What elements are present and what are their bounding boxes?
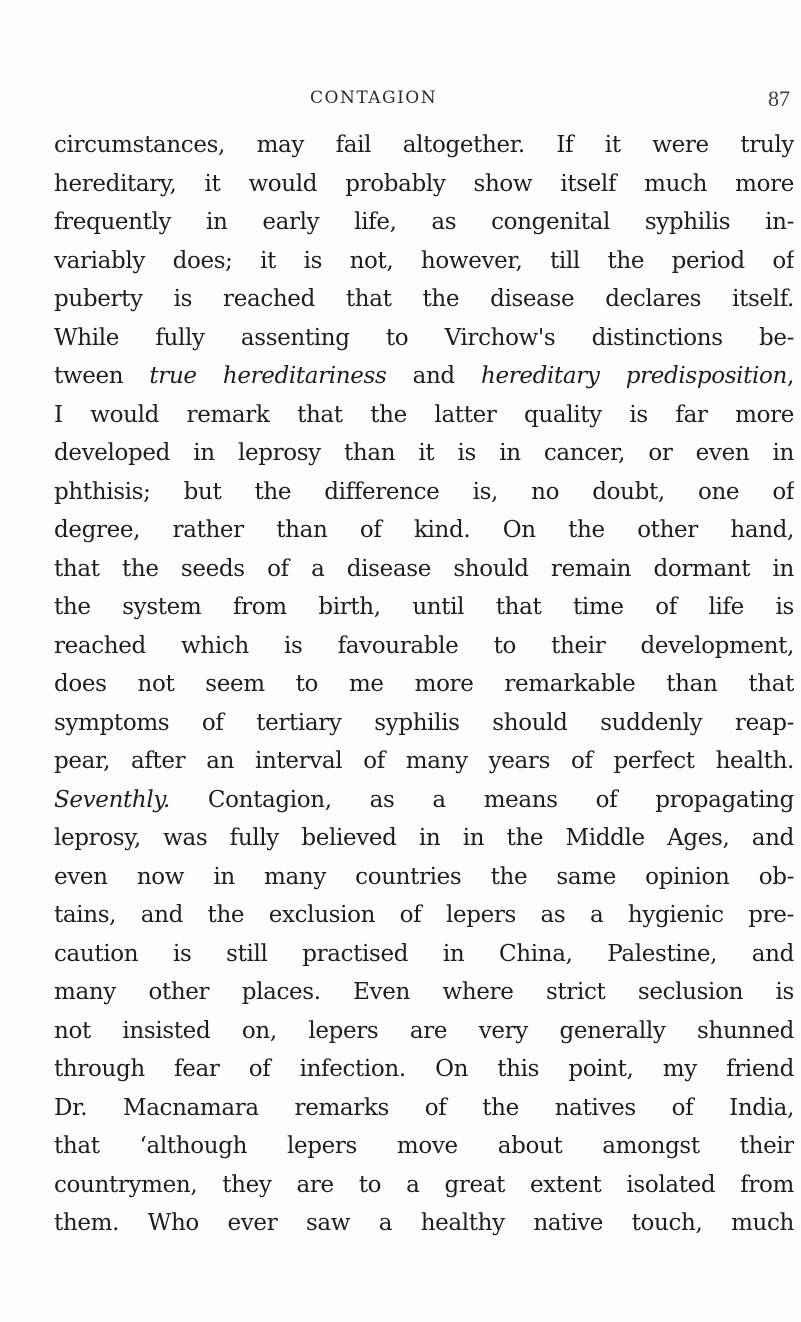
text-line: variably does; it is not, however, till the period of bbox=[54, 247, 794, 274]
text-line: hereditary, it would probably show itself much more bbox=[54, 170, 794, 197]
text-line: degree, rather than of kind. On the other hand, bbox=[54, 517, 794, 543]
text-line: tains, and the exclusion of lepers as a hygienic pre- bbox=[54, 902, 794, 928]
text-line: puberty is reached that the disease declares itself. bbox=[54, 286, 794, 312]
text-run: tween bbox=[54, 363, 150, 389]
text-run: and bbox=[386, 363, 481, 389]
italic-term: hereditary predisposition bbox=[480, 363, 788, 389]
text-line: phthisis; but the difference is, no doubt, one of bbox=[54, 478, 794, 505]
text-line: circumstances, may fail altogether. If it were truly bbox=[54, 132, 794, 158]
text-line: them. Who ever saw a healthy native touch, much bbox=[54, 1210, 794, 1236]
text-line: that ‘although lepers move about amongst their bbox=[54, 1133, 794, 1159]
text-line: While fully assenting to Virchow's distinctions be- bbox=[54, 324, 794, 351]
italic-term: true hereditariness bbox=[149, 363, 387, 389]
running-title: CONTAGION bbox=[310, 88, 438, 108]
text-run: Contagion, as a means of propagating bbox=[169, 786, 794, 813]
text-line: Dr. Macnamara remarks of the natives of India, bbox=[54, 1094, 794, 1121]
text-line: reached which is favourable to their development, bbox=[54, 632, 794, 659]
text-line: that the seeds of a disease should remain dormant in bbox=[54, 555, 794, 582]
text-line: does not seem to me more remarkable than that bbox=[54, 671, 794, 697]
text-line: leprosy, was fully believed in in the Middle Ages, and bbox=[54, 825, 794, 851]
text-line: many other places. Even where strict seclusion is bbox=[54, 979, 794, 1005]
text-line: even now in many countries the same opinion ob- bbox=[54, 863, 794, 890]
text-line: frequently in early life, as congenital syphilis in- bbox=[54, 209, 794, 235]
text-line: caution is still practised in China, Palestine, and bbox=[54, 940, 794, 967]
text-line: symptoms of tertiary syphilis should suddenly reap- bbox=[54, 709, 794, 736]
italic-term: Seventhly. bbox=[54, 786, 170, 813]
text-line: through fear of infection. On this point, my friend bbox=[54, 1056, 794, 1082]
text-run: , bbox=[787, 363, 794, 389]
text-line: I would remark that the latter quality is far more bbox=[54, 401, 794, 428]
text-line bbox=[54, 357, 794, 396]
text-line: pear, after an interval of many years of perfect health. bbox=[54, 748, 794, 774]
text-line: not insisted on, lepers are very generally shunned bbox=[54, 1017, 794, 1044]
text-line: developed in leprosy than it is in cancer, or even in bbox=[54, 440, 794, 466]
text-line: the system from birth, until that time of life is bbox=[54, 594, 794, 620]
text-line: countrymen, they are to a great extent isolated from bbox=[54, 1171, 794, 1198]
body-text bbox=[54, 126, 794, 1243]
text-line bbox=[54, 781, 794, 820]
page-number: 87 bbox=[768, 86, 790, 111]
running-head bbox=[0, 88, 801, 118]
